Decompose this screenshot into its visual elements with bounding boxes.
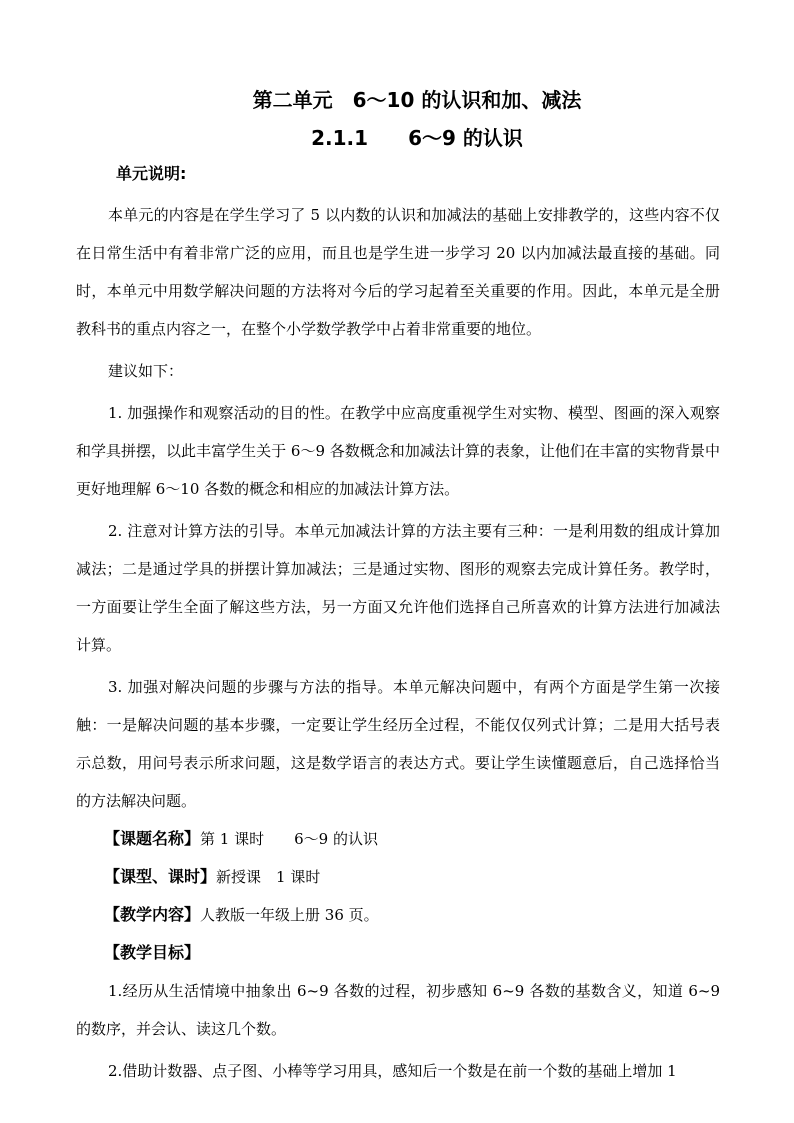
lesson-content-line [76,896,720,934]
paragraph-suggestion-3: 3. 加强对解决问题的步骤与方法的指导。本单元解决问题中，有两个方面是学生第一次接触：一是解决问题的基本步骤，一定要让学生经历全过程，不能仅仅列式计算；二是用大括号表示总数，用问号表示所求问题，这是数学语言的表达方式。要让学生读懂题意后，自己选择恰当的方法解决问题。 [76,678,720,810]
lesson-name-line [76,820,720,858]
document-body [76,196,720,1090]
paragraph-suggestion-2: 2. 注意对计算方法的引导。本单元加减法计算的方法主要有三种：一是利用数的组成计算加减法；二是通过学具的拼摆计算加减法；三是通过实物、图形的观察去完成计算任务。教学时，一方面要让学生全面了解这些方法，另一方面又允许他们选择自己所喜欢的计算方法进行加减法计算。 [76,522,720,654]
lesson-type-value: 新授课 1 课时 [216,868,321,886]
unit-title: 第二单元 6～10 的认识和加、减法 [252,88,582,112]
goal-2: 2.借助计数器、点子图、小棒等学习用具，感知后一个数是在前一个数的基础上增加 1 [108,1062,677,1080]
lesson-subtitle: 2.1.1 6～9 的认识 [311,126,523,150]
lesson-goals-heading: 【教学目标】 [104,943,201,962]
lesson-type-line [76,858,720,896]
lesson-type-key: 【课型、课时】 [104,867,217,886]
lesson-name-value: 第 1 课时 6～9 的认识 [200,830,378,848]
lesson-name-key: 【课题名称】 [104,829,201,848]
lesson-content-key: 【教学内容】 [104,905,201,924]
unit-description-heading: 单元说明: [116,164,187,183]
lesson-content-value: 人教版一年级上册 36 页。 [200,906,379,924]
paragraph-intro: 本单元的内容是在学生学习了 5 以内数的认识和加减法的基础上安排教学的，这些内容不仅在日常生活中有着非常广泛的应用，而且也是学生进一步学习 20 以内加减法最直接的基础。同时，本单元中用数学解决问题的方法将对今后的学习起着至关重要的作用。因此，本单元是全册教科书的重点内容之一，在整个小学数学教学中占着非常重要的地位。 [76,206,720,338]
paragraph-suggestions: 建议如下： [108,362,184,380]
goal-1: 1.经历从生活情境中抽象出 6~9 各数的过程，初步感知 6~9 各数的基数含义，知道 6~9 的数序，并会认、读这几个数。 [76,982,720,1038]
paragraph-suggestion-1: 1. 加强操作和观察活动的目的性。在教学中应高度重视学生对实物、模型、图画的深入观察和学具拼摆，以此丰富学生关于 6～9 各数概念和加减法计算的表象，让他们在丰富的实物背景中更好地理解 6～10 各数的概念和相应的加减法计算方法。 [76,404,720,498]
